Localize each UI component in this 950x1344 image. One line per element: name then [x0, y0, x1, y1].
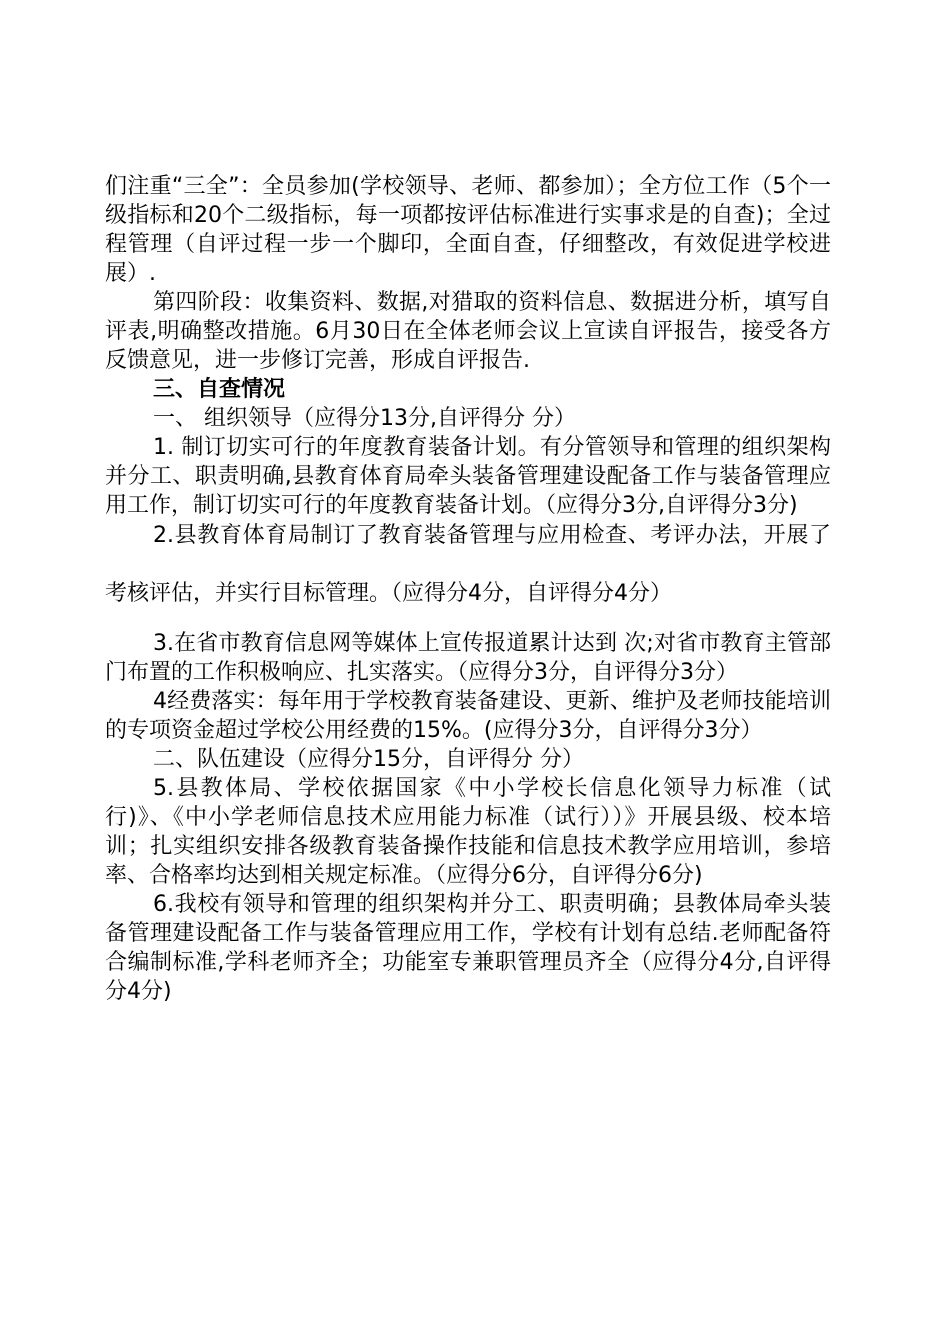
document-body — [105, 172, 831, 1006]
item-6-organization: 6.我校有领导和管理的组织架构并分工、职责明确；县教体局牵头装备管理建设配备工作与装备管理应用工作，学校有计划有总结.老师配备符合编制标准,学科老师齐全；功能室专兼职管理员齐全（应得分4分,自评得分4分) — [105, 892, 831, 1004]
item-2-evaluation-method: 2.县教育体育局制订了教育装备管理与应用检查、考评办法，开展了考核评估，并实行目标管理。（应得分4分，自评得分4分） — [105, 523, 831, 606]
paragraph-three-principles: 们注重“三全”：全员参加(学校领导、老师、都参加）；全方位工作（5个一级指标和20个二级指标，每一项都按评估标准进行实事求是的自查)；全过程管理（自评过程一步一个脚印，全面自查，仔细整改，有效促进学校进展）. — [105, 174, 831, 286]
item-5-training: 5.县教体局、学校依据国家《中小学校长信息化领导力标准（试行)》、《中小学老师信息技术应用能力标准（试行））》开展县级、校本培训；扎实组织安排各级教育装备操作技能和信息技术教学应用培训，参培率、合格率均达到相关规定标准。（应得分6分，自评得分6分) — [105, 776, 831, 888]
section-heading-self-check: 三、自查情况 — [153, 377, 286, 402]
subsection-organization-leadership: 一、 组织领导（应得分13分,自评得分 分） — [153, 406, 576, 431]
paragraph-stage-four: 第四阶段：收集资料、数据,对猎取的资料信息、数据进分析，填写自评表,明确整改措施。6月30日在全体老师会议上宣读自评报告，接受各方反馈意见，进一步修订完善，形成自评报告. — [105, 290, 831, 373]
item-4-funding: 4经费落实：每年用于学校教育装备建设、更新、维护及老师技能培训的专项资金超过学校公用经费的15%。(应得分3分，自评得分3分） — [105, 689, 831, 743]
item-1-annual-plan: 1. 制订切实可行的年度教育装备计划。有分管领导和管理的组织架构并分工、职责明确,县教育体育局牵头装备管理建设配备工作与装备管理应用工作，制订切实可行的年度教育装备计划。（应得分3分,自评得分3分) — [105, 435, 831, 518]
item-3-publicity: 3.在省市教育信息网等媒体上宣传报道累计达到 次;对省市教育主管部门布置的工作积极响应、扎实落实。（应得分3分，自评得分3分） — [105, 631, 831, 685]
subsection-team-building: 二、队伍建设（应得分15分，自评得分 分） — [153, 747, 584, 772]
